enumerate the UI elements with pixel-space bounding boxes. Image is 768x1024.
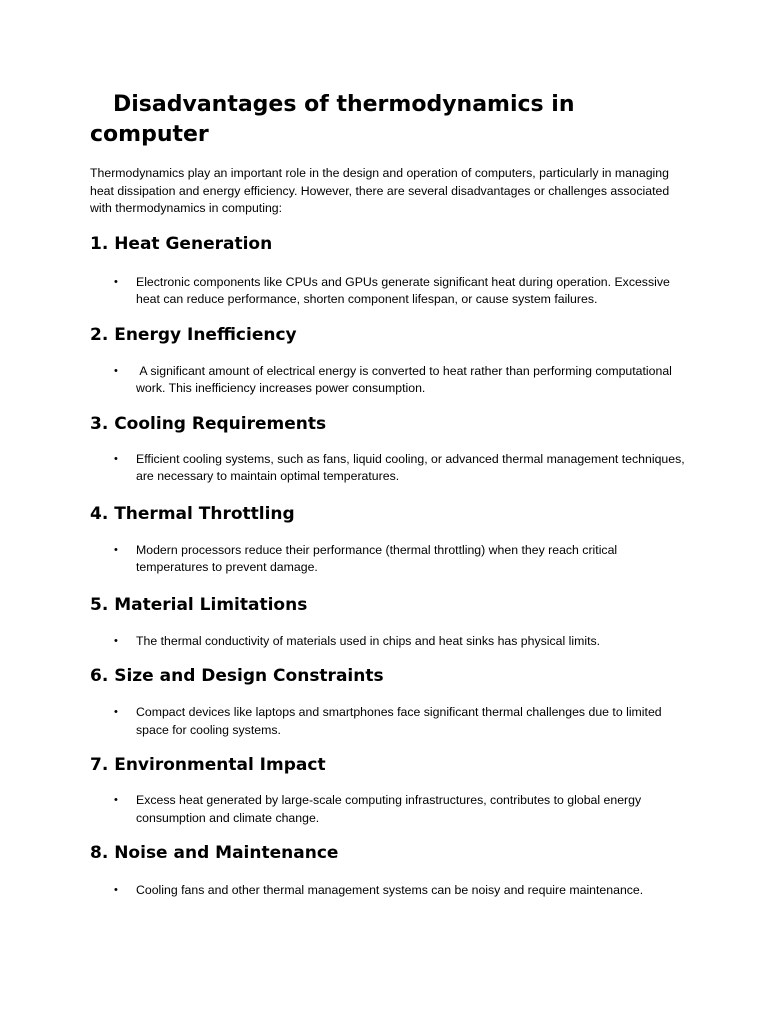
bullet-text: Modern processors reduce their performance (thermal throttling) when they reach critical temperatures to prevent damage.: [136, 542, 621, 574]
list-item: [90, 363, 690, 398]
section-cooling-requirements: [90, 413, 690, 486]
section-heading: 7. Environmental Impact: [90, 755, 326, 775]
bullet-icon: •: [114, 884, 118, 896]
list-item: [90, 704, 690, 739]
list-item: [90, 882, 690, 900]
bullet-list: [90, 363, 690, 398]
section-heading: 8. Noise and Maintenance: [90, 843, 339, 863]
list-item: [90, 274, 690, 309]
section-thermal-throttling: [90, 503, 690, 577]
intro-paragraph: Thermodynamics play an important role in the design and operation of computers, particularly in managing heat dissipation and energy efficiency. However, there are several disadvantages or challenges associated with thermodynamics in computing:: [90, 166, 670, 215]
section-heading: 6. Size and Design Constraints: [90, 666, 384, 686]
bullet-list: [90, 633, 690, 651]
section-heading: 1. Heat Generation: [90, 233, 273, 254]
section-heading: 4. Thermal Throttling: [90, 503, 295, 524]
bullet-text: Compact devices like laptops and smartphones face significant thermal challenges due to limited space for cooling systems.: [136, 705, 666, 737]
section-noise-and-maintenance: [90, 842, 690, 900]
section-heading: 5. Material Limitations: [90, 594, 308, 615]
section-size-and-design-constraints: [90, 665, 690, 739]
bullet-icon: •: [114, 543, 118, 556]
bullet-list: [90, 792, 690, 827]
bullet-icon: •: [114, 794, 118, 806]
bullet-list: [90, 542, 690, 577]
bullet-text: Cooling fans and other thermal management systems can be noisy and require maintenance.: [136, 883, 644, 897]
bullet-text: Electronic components like CPUs and GPUs generate significant heat during operation. Excessive heat can reduce performance, shorten component lifespan, or cause system failures.: [136, 274, 674, 306]
bullet-text: The thermal conductivity of materials used in chips and heat sinks has physical limits.: [136, 633, 601, 648]
list-item: [90, 451, 690, 486]
list-item: [90, 633, 690, 651]
bullet-icon: •: [114, 634, 118, 647]
list-item: [90, 542, 690, 577]
section-material-limitations: [90, 594, 690, 651]
bullet-icon: •: [114, 452, 118, 465]
section-environmental-impact: [90, 754, 690, 827]
bullet-list: [90, 704, 690, 739]
list-item: [90, 792, 690, 827]
bullet-text: A significant amount of electrical energy is converted to heat rather than performing computational work. This inefficiency increases power consumption.: [136, 363, 676, 395]
bullet-text: Excess heat generated by large-scale computing infrastructures, contributes to global energy consumption and climate change.: [136, 793, 645, 825]
section-energy-inefficiency: [90, 324, 690, 398]
document-page: [90, 90, 690, 900]
section-heat-generation: [90, 233, 690, 309]
bullet-icon: •: [114, 275, 118, 288]
bullet-list: [90, 882, 690, 900]
section-heading: 3. Cooling Requirements: [90, 413, 327, 434]
bullet-list: [90, 274, 690, 309]
section-heading: 2. Energy Inefficiency: [90, 324, 297, 345]
bullet-icon: •: [114, 364, 118, 377]
bullet-text: Efficient cooling systems, such as fans, liquid cooling, or advanced thermal management techniques, are necessary to maintain optimal temperatures.: [136, 451, 689, 483]
bullet-list: [90, 451, 690, 486]
document-title: Disadvantages of thermodynamics in computer: [90, 92, 583, 147]
bullet-icon: •: [114, 706, 118, 718]
